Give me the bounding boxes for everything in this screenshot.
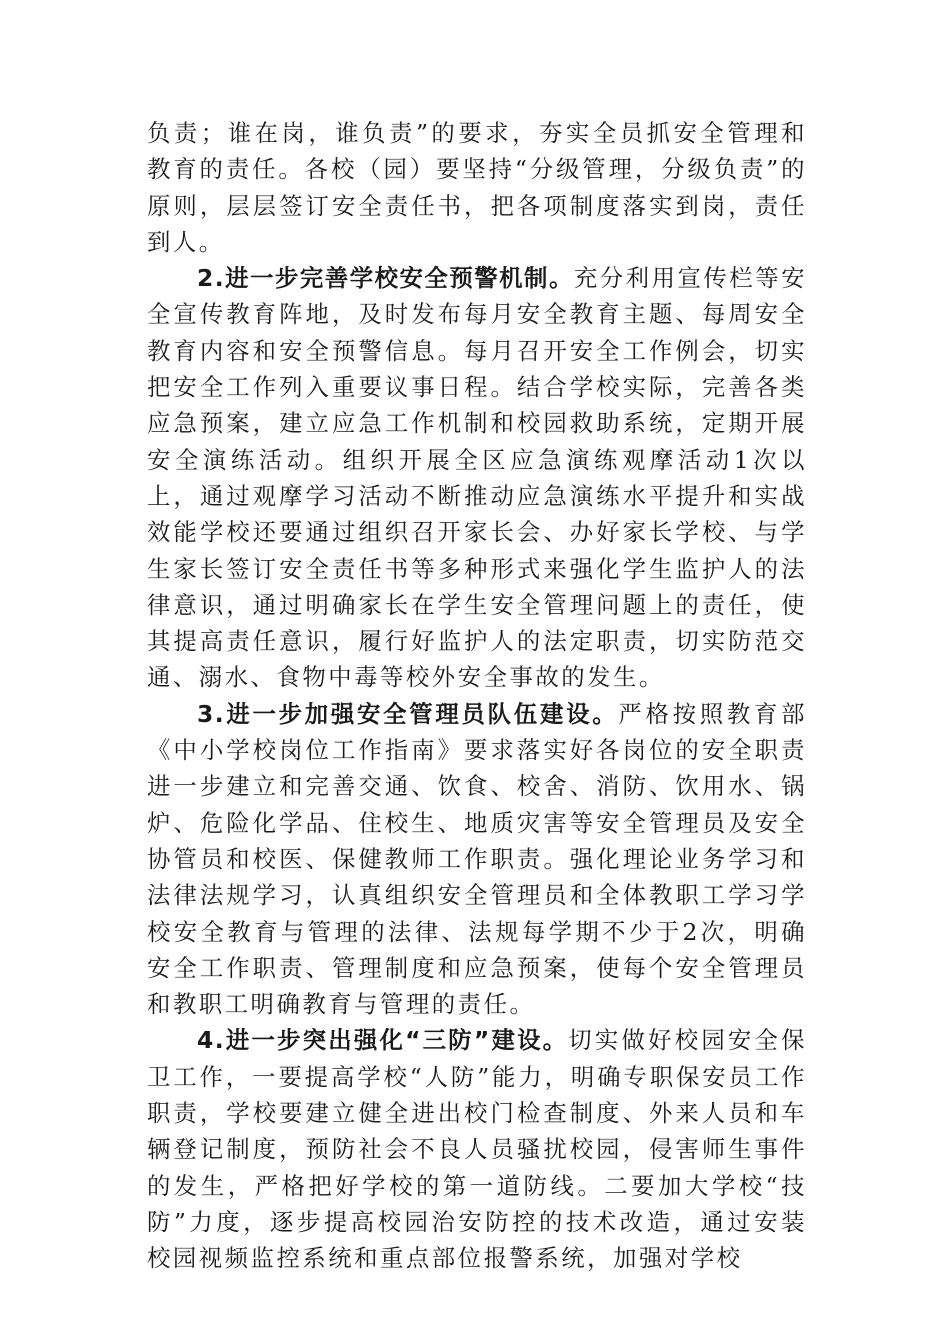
paragraph-2-heading: 2.进一步完善学校安全预警机制。 [197,264,574,293]
paragraph-4 [147,1022,807,1276]
paragraph-1 [147,115,807,260]
paragraph-3-text: 严格按照教育部《中小学校岗位工作指南》要求落实好各岗位的安全职责进一步建立和完善交通、饮食、校舍、消防、饮用水、锅炉、危险化学品、住校生、地质灾害等安全管理员及安全协管员和校医、保健教师工作职责。强化理论业务学习和法律法规学习，认真组织安全管理员和全体教职工学习学校安全教育与管理的法律、法规每学期不少于2次，明确安全工作职责、管理制度和应急预案，使每个安全管理员和教职工明确教育与管理的责任。 [147,699,807,1019]
paragraph-1-text: 负责；谁在岗，谁负责”的要求，夯实全员抓安全管理和教育的责任。各校（园）要坚持“分级管理，分级负责”的原则，层层签订安全责任书，把各项制度落实到岗，责任到人。 [147,119,807,256]
paragraph-3-heading: 3.进一步加强安全管理员队伍建设。 [197,699,619,728]
paragraph-4-heading: 4.进一步突出强化“三防”建设。 [197,1026,569,1055]
document-page [147,115,807,1277]
paragraph-2-text: 充分利用宣传栏等安全宣传教育阵地，及时发布每月安全教育主题、每周安全教育内容和安全预警信息。每月召开安全工作例会，切实把安全工作列入重要议事日程。结合学校实际，完善各类应急预案，建立应急工作机制和校园救助系统，定期开展安全演练活动。组织开展全区应急演练观摩活动1次以上，通过观摩学习活动不断推动应急演练水平提升和实战效能学校还要通过组织召开家长会、办好家长学校、与学生家长签订安全责任书等多种形式来强化学生监护人的法律意识，通过明确家长在学生安全管理问题上的责任，使其提高责任意识，履行好监护人的法定职责，切实防范交通、溺水、食物中毒等校外安全事故的发生。 [147,264,807,692]
paragraph-3 [147,696,807,1023]
paragraph-2 [147,260,807,696]
paragraph-4-text: 切实做好校园安全保卫工作，一要提高学校“人防”能力，明确专职保安员工作职责，学校要建立健全进出校门检查制度、外来人员和车辆登记制度，预防社会不良人员骚扰校园，侵害师生事件的发生，严格把好学校的第一道防线。二要加大学校“技防”力度，逐步提高校园治安防控的技术改造，通过安装校园视频监控系统和重点部位报警系统，加强对学校 [147,1026,808,1273]
